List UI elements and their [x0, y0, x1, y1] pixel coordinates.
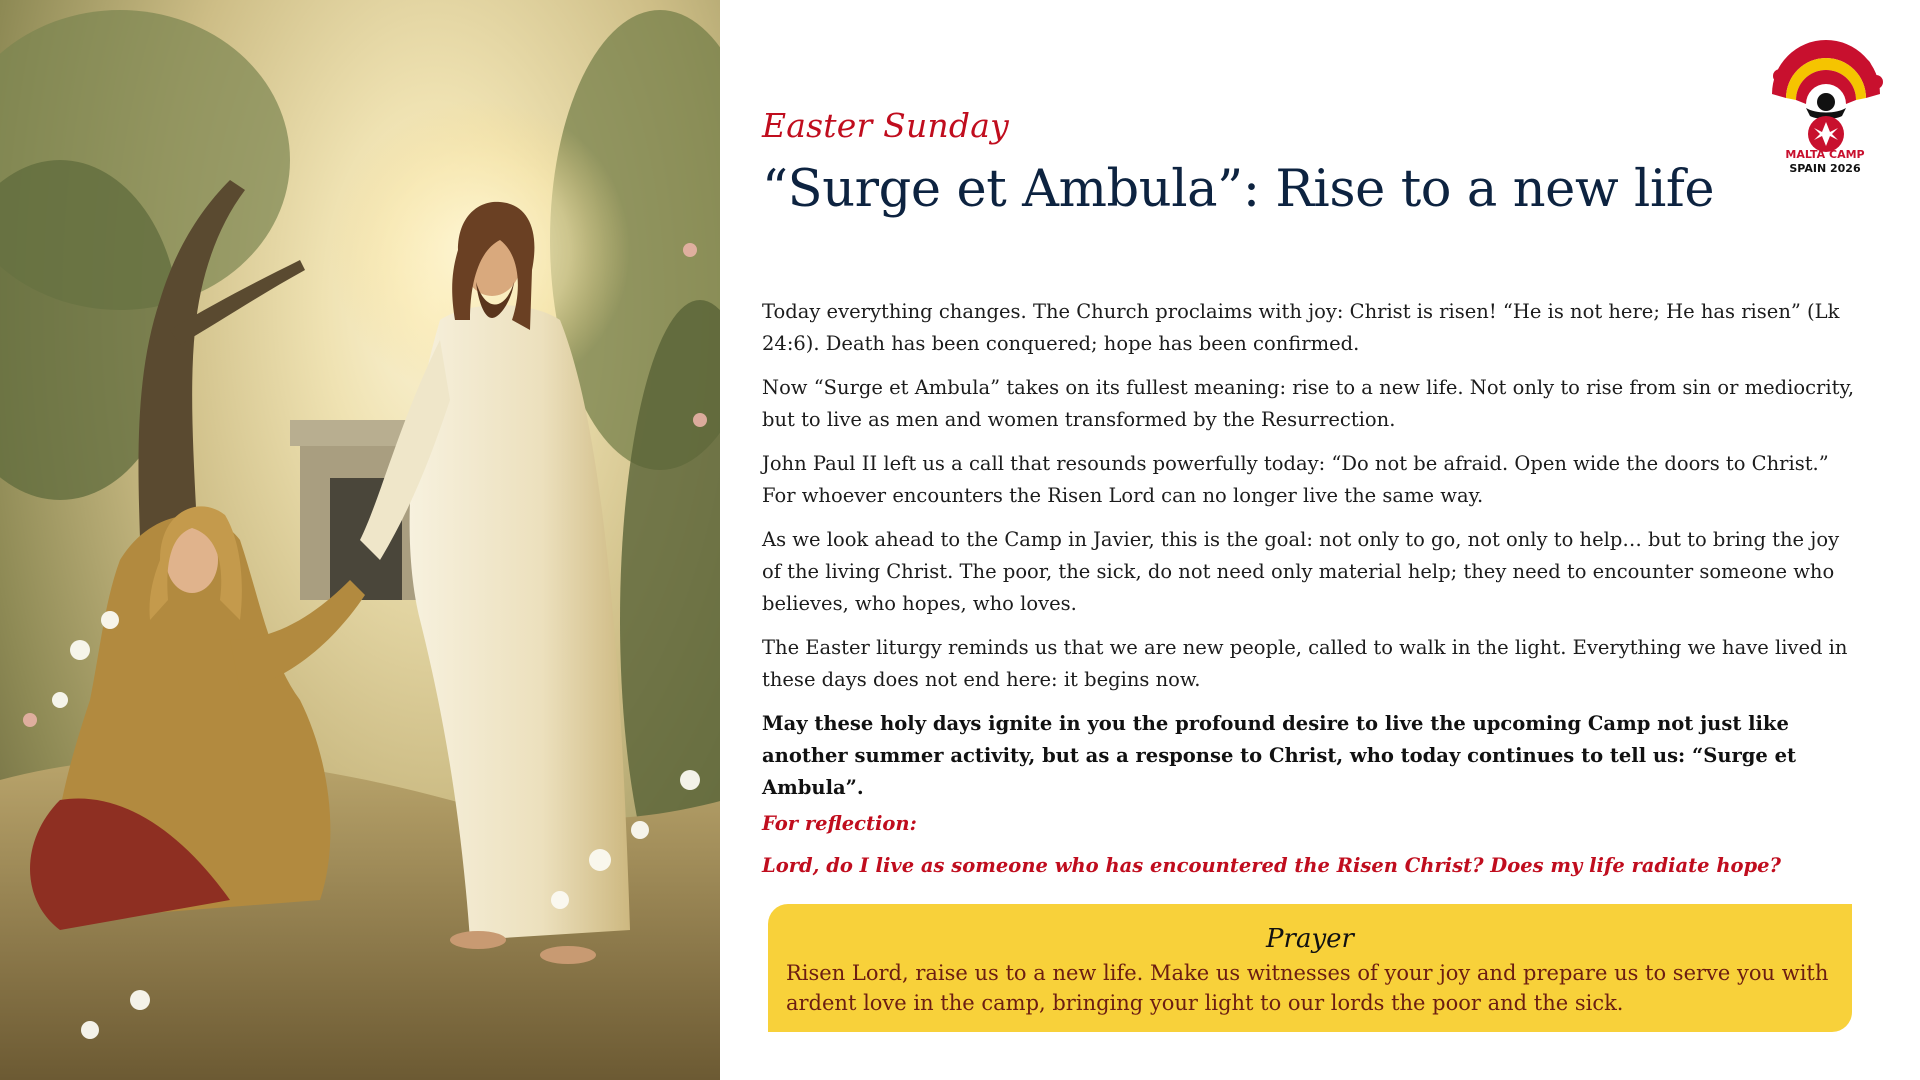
prayer-box	[768, 904, 1852, 1032]
paragraph-1: Today everything changes. The Church proclaims with joy: Christ is risen! “He is not here; He has risen” (Lk 24:6). Death has been conquered; hope has been confirmed.	[762, 300, 1840, 355]
prayer-text: Risen Lord, raise us to a new life. Make us witnesses of your joy and prepare us to serve you with ardent love in the camp, bringing your light to our lords the poor and the sick.	[786, 961, 1829, 1015]
paragraph-3: John Paul II left us a call that resounds powerfully today: “Do not be afraid. Open wide the doors to Christ.” For whoever encounters the Risen Lord can no longer live the same way.	[762, 452, 1829, 507]
painting-illustration	[0, 0, 724, 1080]
day-kicker: Easter Sunday	[762, 106, 1009, 145]
reflection-body	[762, 296, 1862, 892]
paragraph-4: As we look ahead to the Camp in Javier, this is the goal: not only to go, not only to help… but to bring the joy of the living Christ. The poor, the sick, do not need only material help; they need to encounter someone who believes, who hopes, who loves.	[762, 528, 1840, 615]
page-title: “Surge et Ambula”: Rise to a new life	[762, 160, 1715, 219]
paragraph-5: The Easter liturgy reminds us that we are new people, called to walk in the light. Everything we have lived in these days does not end here: it begins now.	[762, 636, 1848, 691]
logo-line-2: SPAIN 2026	[1789, 162, 1861, 175]
logo-caption	[1750, 148, 1900, 176]
maltese-cross-fan-logo-icon	[1766, 36, 1886, 156]
reflection-heading: For reflection:	[762, 812, 917, 835]
emphasis-paragraph: May these holy days ignite in you the profound desire to live the upcoming Camp not just like another summer activity, but as a response to Christ, who today continues to tell us: “Surge et Ambula”.	[762, 712, 1797, 799]
prayer-title: Prayer	[1266, 924, 1354, 954]
paragraph-2: Now “Surge et Ambula” takes on its fullest meaning: rise to a new life. Not only to rise from sin or mediocrity, but to live as men and women transformed by the Resurrection.	[762, 376, 1855, 431]
reflection-question: Lord, do I live as someone who has encountered the Risen Christ? Does my life radiate hope?	[762, 854, 1781, 877]
logo-line-1: MALTA CAMP	[1785, 148, 1865, 161]
resurrection-painting	[0, 0, 724, 1080]
